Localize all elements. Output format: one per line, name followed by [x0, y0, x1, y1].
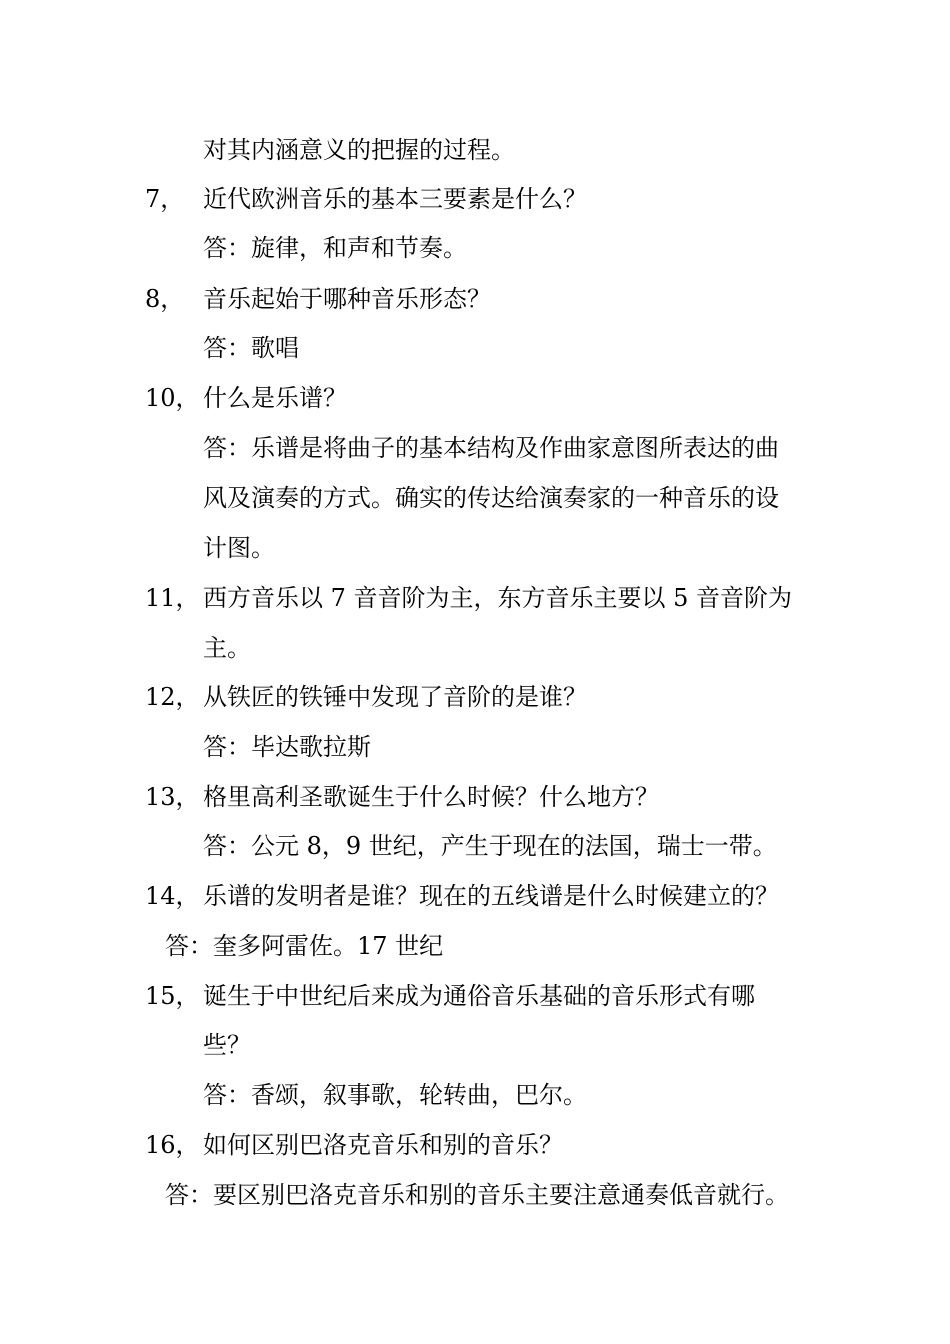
question-number: 12， [145, 683, 200, 711]
answer-text: 答：香颂，叙事歌，轮转曲，巴尔。 [203, 1081, 587, 1109]
question-text: 从铁匠的铁锤中发现了音阶的是谁？ [203, 683, 587, 711]
question-text: 格里高利圣歌诞生于什么时候？什么地方？ [203, 783, 659, 811]
continuation-line: 风及演奏的方式。确实的传达给演奏家的一种音乐的设 [203, 484, 779, 512]
question-text: 西方音乐以 7 音音阶为主，东方音乐主要以 5 音音阶为 [203, 584, 793, 612]
continuation-line: 对其内涵意义的把握的过程。 [203, 136, 515, 164]
question-number: 11， [145, 584, 200, 612]
question-text: 近代欧洲音乐的基本三要素是什么？ [203, 185, 587, 213]
answer-text: 答：毕达歌拉斯 [203, 733, 371, 761]
question-number: 7， [145, 185, 185, 213]
question-number: 16， [145, 1131, 200, 1159]
question-text: 乐谱的发明者是谁？现在的五线谱是什么时候建立的？ [203, 882, 779, 910]
question-number: 13， [145, 783, 200, 811]
question-text: 如何区别巴洛克音乐和别的音乐？ [203, 1131, 563, 1159]
continuation-line: 主。 [203, 634, 251, 662]
answer-text: 答：乐谱是将曲子的基本结构及作曲家意图所表达的曲 [203, 434, 779, 462]
question-number: 8， [145, 285, 185, 313]
question-text: 音乐起始于哪种音乐形态？ [203, 285, 491, 313]
question-number: 10， [145, 384, 200, 412]
answer-text: 答：要区别巴洛克音乐和别的音乐主要注意通奏低音就行。 [165, 1181, 789, 1209]
answer-text: 答：歌唱 [203, 334, 299, 362]
question-number: 15， [145, 982, 200, 1010]
answer-text: 答：奎多阿雷佐。17 世纪 [165, 932, 444, 960]
answer-text: 答：旋律，和声和节奏。 [203, 234, 467, 262]
answer-text: 答：公元 8，9 世纪，产生于现在的法国，瑞士一带。 [203, 832, 777, 860]
continuation-line: 些？ [203, 1031, 251, 1059]
question-text: 什么是乐谱？ [203, 384, 347, 412]
question-text: 诞生于中世纪后来成为通俗音乐基础的音乐形式有哪 [203, 982, 755, 1010]
continuation-line: 计图。 [203, 534, 275, 562]
question-number: 14， [145, 882, 200, 910]
